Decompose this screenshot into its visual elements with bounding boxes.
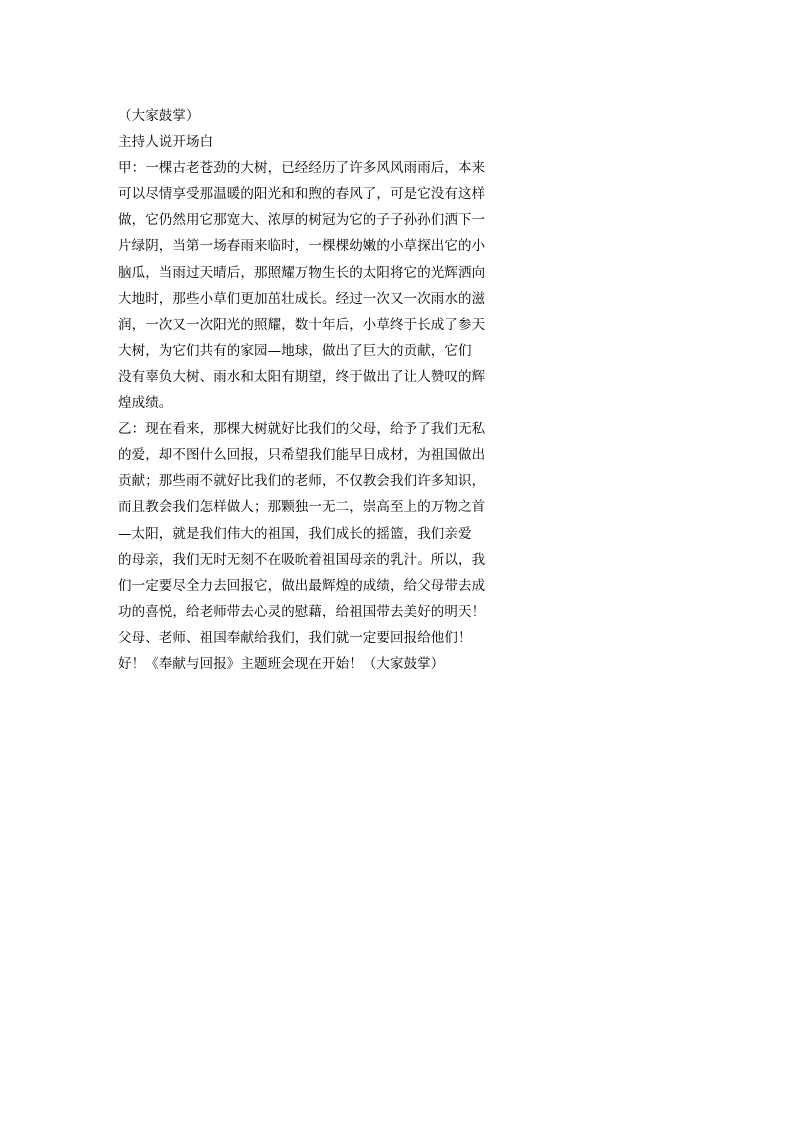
text-line: 片绿阴，当第一场春雨来临时，一棵棵幼嫩的小草探出它的小 xyxy=(118,238,486,255)
text-line: （大家鼓掌） xyxy=(118,108,200,124)
text-line: 可以尽情享受那温暖的阳光和和煦的春风了，可是它没有这样 xyxy=(118,186,486,203)
text-line: 的母亲，我们无时无刻不在吸吮着祖国母亲的乳汁。所以，我 xyxy=(118,551,486,568)
text-line: 而且教会我们怎样做人；那颗独一无二，崇高至上的万物之首 xyxy=(118,499,486,516)
document-body xyxy=(118,106,518,680)
text-line: 功的喜悦，给老师带去心灵的慰藉，给祖国带去美好的明天！ xyxy=(118,603,486,620)
text-line: 们一定要尽全力去回报它，做出最辉煌的成绩，给父母带去成 xyxy=(118,577,486,594)
text-line: 大地时，那些小草们更加茁壮成长。经过一次又一次雨水的滋 xyxy=(118,290,486,307)
text-line: 贡献；那些雨不就好比我们的老师，不仅教会我们许多知识， xyxy=(118,473,486,490)
text-line: 煌成绩。 xyxy=(118,395,173,412)
text-line: 乙：现在看来，那棵大树就好比我们的父母，给予了我们无私 xyxy=(118,421,486,438)
text-line: —太阳，就是我们伟大的祖国，我们成长的摇篮，我们亲爱 xyxy=(118,525,472,542)
text-line: 没有辜负大树、雨水和太阳有期望，终于做出了让人赞叹的辉 xyxy=(118,368,486,385)
text-line: 父母、老师、祖国奉献给我们，我们就一定要回报给他们！ xyxy=(118,629,472,646)
text-line: 甲：一棵古老苍劲的大树，已经经历了许多风风雨雨后，本来 xyxy=(118,160,486,177)
text-line: 主持人说开场白 xyxy=(118,134,214,151)
text-line: 做，它仍然用它那宽大、浓厚的树冠为它的子子孙孙们洒下一 xyxy=(118,212,486,229)
text-line: 脑瓜，当雨过天晴后，那照耀万物生长的太阳将它的光辉洒向 xyxy=(118,264,486,281)
text-line: 润，一次又一次阳光的照耀，数十年后，小草终于长成了参天 xyxy=(118,316,486,333)
text-line: 的爱，却不图什么回报，只希望我们能早日成材，为祖国做出 xyxy=(118,447,486,464)
text-line: 好！《奉献与回报》主题班会现在开始！（大家鼓掌） xyxy=(118,655,445,672)
text-line: 大树，为它们共有的家园—地球，做出了巨大的贡献，它们 xyxy=(118,342,472,359)
